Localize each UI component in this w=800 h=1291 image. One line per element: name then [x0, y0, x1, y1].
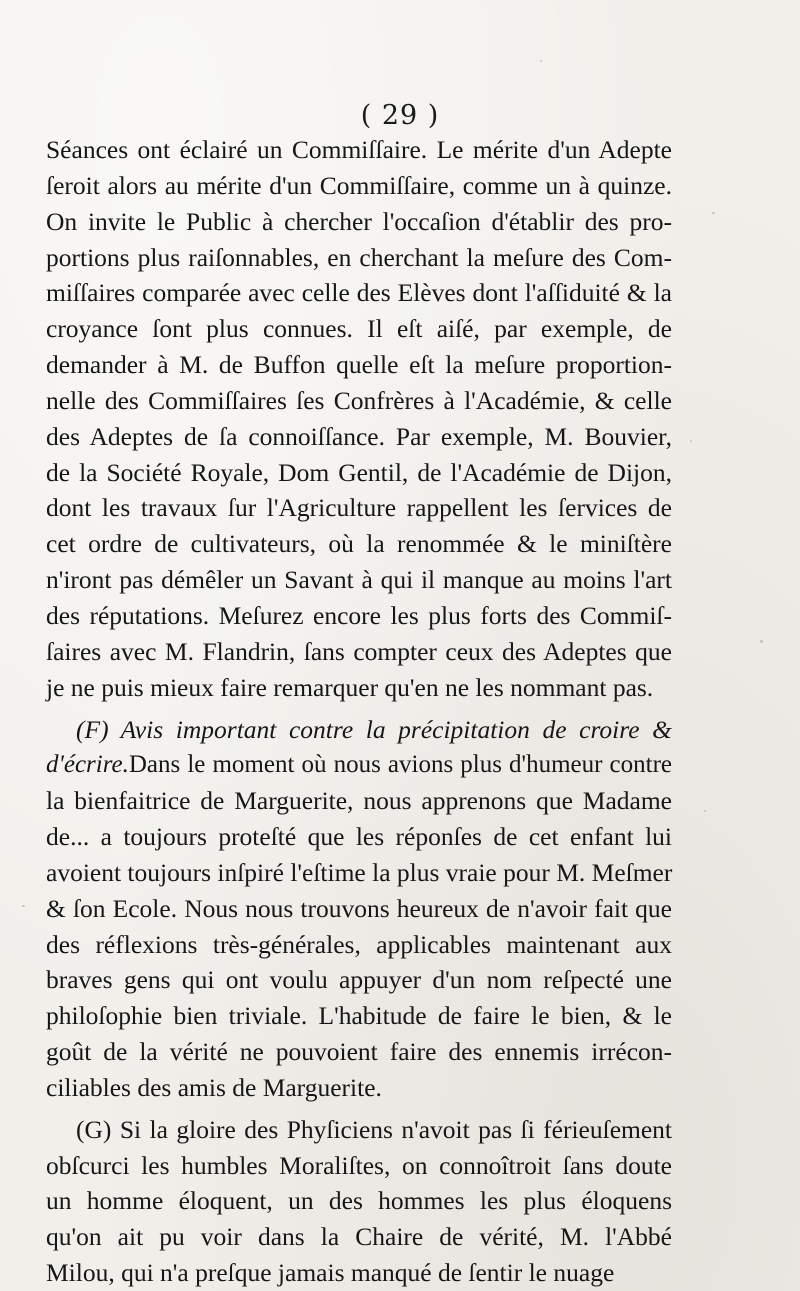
text-line [46, 1034, 672, 1070]
line-text: ſeroit alors au mérite d'un Commiſſaire, comme un à quinze. [46, 170, 672, 200]
line-text: croyance ſont plus connues. Il eſt aiſé, par exemple, de [46, 314, 672, 344]
line-text: demander à M. de Buffon quelle eſt la meſure proportion- [46, 350, 672, 380]
paper-speck [704, 810, 706, 812]
text-line [46, 927, 672, 963]
text-line [46, 783, 672, 819]
text-line [46, 419, 672, 455]
line-text: n'iront pas démêler un Savant à qui il manque au moins l'art [46, 565, 672, 595]
text-line [46, 1219, 672, 1255]
text-line [46, 962, 672, 998]
paper-speck [540, 60, 542, 62]
line-text: Séances ont éclairé un Commiſſaire. Le mérite d'un Adepte [46, 135, 672, 164]
line-text: miſſaires comparée avec celle des Elèves dont l'aſſiduité & la [46, 278, 672, 308]
text-line [46, 747, 672, 783]
line-text: la bienfaitrice de Marguerite, nous apprenons que Madame [46, 786, 672, 816]
text-line [46, 311, 672, 347]
text-line [46, 670, 672, 706]
line-text: des réputations. Meſurez encore les plus forts des Commiſ- [46, 600, 672, 630]
text-line [46, 1148, 672, 1184]
line-text: je ne puis mieux faire remarquer qu'en ne les nommant pas. [46, 672, 654, 702]
text-line [46, 1070, 672, 1106]
text-line [46, 1255, 672, 1291]
line-text: braves gens qui ont voulu appuyer d'un nom reſpecté une [46, 965, 672, 995]
text-line [46, 891, 672, 927]
line-text: Dans le moment où nous avions plus d'humeur contre [128, 751, 672, 779]
paper-speck [690, 440, 692, 442]
paper-speck [760, 640, 763, 643]
line-text: des Adeptes de ſa connoiſſance. Par exemple, M. Bouvier, [46, 421, 672, 451]
text-line [46, 240, 672, 276]
line-text: On invite le Public à chercher l'occaſion d'établir des pro- [46, 206, 672, 236]
line-text: ſaires avec M. Flandrin, ſans compter ceux des Adeptes que [46, 636, 672, 666]
line-text: (G) Si la gloire des Phyſiciens n'avoit pas ſi férieuſement [76, 1114, 672, 1144]
text-line [46, 1112, 672, 1148]
page-text-body [46, 132, 672, 1291]
text-line [46, 1183, 672, 1219]
line-text: goût de la vérité ne pouvoient faire des ennemis irrécon- [46, 1037, 672, 1067]
italic-heading: d'écrire. [46, 751, 129, 779]
line-text: avoient toujours inſpiré l'eſtime la plus vraie pour M. Meſmer [46, 857, 673, 887]
text-line [46, 998, 672, 1034]
paper-speck [22, 905, 25, 907]
text-line [46, 526, 672, 562]
line-text: cet ordre de cultivateurs, où la renommée & le miniſtère [46, 529, 672, 559]
text-line [46, 455, 672, 491]
text-line [46, 204, 672, 240]
line-text: dont les travaux ſur l'Agriculture rappellent les ſervices de [46, 493, 672, 523]
line-text: nelle des Commiſſaires ſes Confrères à l'Académie, & celle [46, 385, 672, 415]
text-line [46, 712, 672, 748]
text-line [46, 275, 672, 311]
line-text: des réflexions très-générales, applicables maintenant aux [46, 929, 672, 959]
text-line [46, 132, 672, 168]
text-line [46, 819, 672, 855]
line-text: de... a toujours proteſté que les réponſes de cet enfant lui [46, 822, 672, 852]
text-line [46, 490, 672, 526]
italic-heading: (F) Avis important contre la précipitation de croire & [76, 714, 672, 744]
line-text: ciliables des amis de Marguerite. [46, 1072, 382, 1102]
text-line [46, 598, 672, 634]
line-text: philoſophie bien triviale. L'habitude de faire le bien, & le [46, 1001, 672, 1031]
line-text: qu'on ait pu voir dans la Chaire de vérité, M. l'Abbé [46, 1222, 672, 1252]
line-text: obſcurci les humbles Moraliſtes, on connoîtroit ſans doute [46, 1150, 672, 1180]
line-text: & ſon Ecole. Nous nous trouvons heureux de n'avoir fait que [46, 893, 672, 923]
text-line [46, 562, 672, 598]
text-line [46, 168, 672, 204]
text-line [46, 634, 672, 670]
text-line [46, 383, 672, 419]
line-text: un homme éloquent, un des hommes les plus éloquens [46, 1186, 672, 1216]
text-line [46, 855, 672, 891]
line-text: Milou, qui n'a preſque jamais manqué de ſentir le nuage [46, 1258, 615, 1288]
line-text: portions plus raiſonnables, en cherchant la meſure des Com- [46, 242, 672, 272]
line-text: de la Société Royale, Dom Gentil, de l'Académie de Dijon, [46, 457, 672, 487]
text-line [46, 347, 672, 383]
paper-speck [712, 212, 715, 214]
page-number: ( 29 ) [360, 100, 440, 131]
